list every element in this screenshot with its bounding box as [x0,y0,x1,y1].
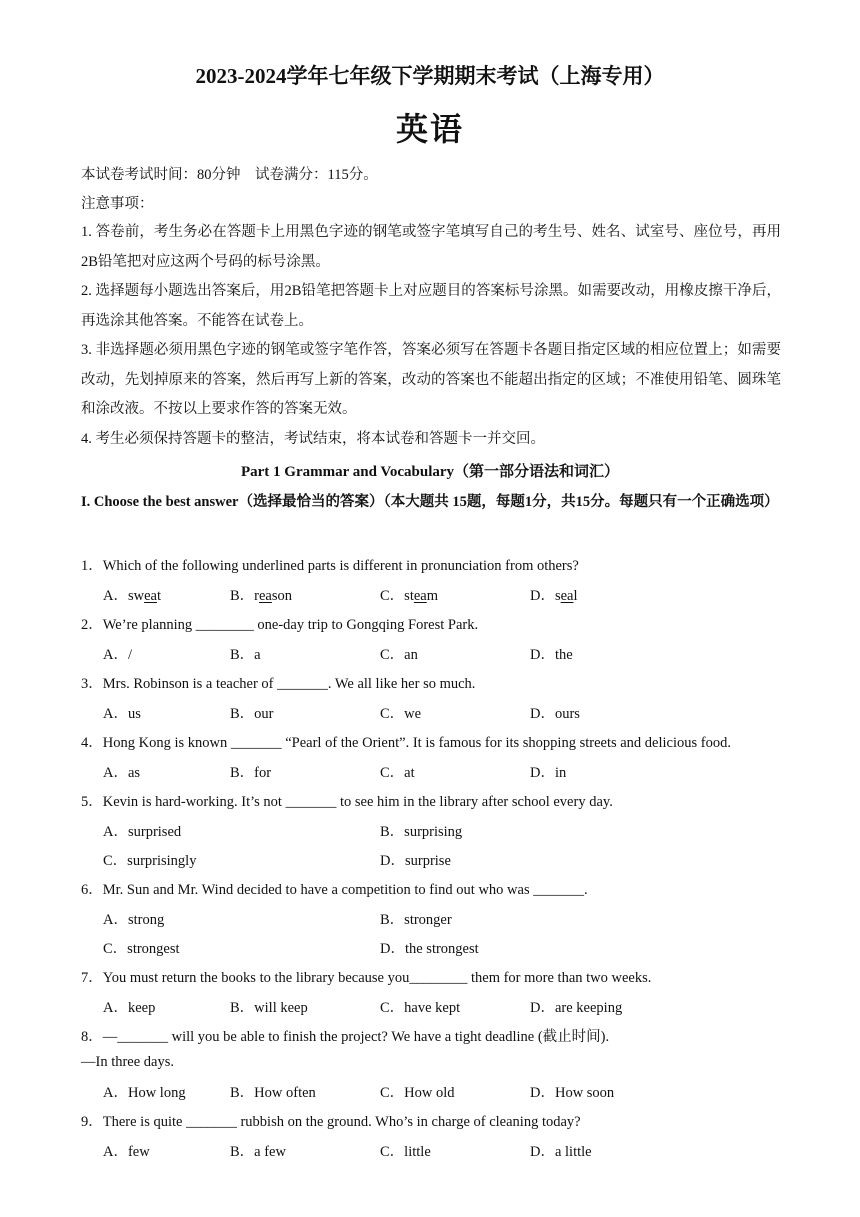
option-a: A．How long [103,1085,186,1101]
option-a: A．as [103,765,141,781]
part-title: Part 1 Grammar and Vocabulary（第一部分语法和词汇） [240,464,620,480]
option-a: A．/ [103,647,132,663]
option-c: C．we [380,706,422,722]
question-stem: 5．Kevin is hard-working. It’s not _______ to see him in the library after school every day. [81,794,613,810]
question-stem: 4．Hong Kong is known _______ “Pearl of the Orient”. It is famous for its shopping streets and delicious food. [81,735,731,751]
question-stem: 6．Mr. Sun and Mr. Wind decided to have a competition to find out who was _______. [81,882,588,898]
underlined-part: ea [144,588,157,604]
question-stem: 2．We’re planning ________ one-day trip to Gongqing Forest Park. [81,617,479,633]
option-a: A．us [103,706,141,722]
option-a: A．sweat [103,588,161,604]
underlined-part: ea [259,588,272,604]
option-d: D．the strongest [380,941,479,957]
option-d: D．ours [530,706,580,722]
notice-label: 注意事项： [81,196,154,212]
option-c: C．an [380,647,418,663]
option-b: B．our [230,706,274,722]
option-a: A．strong [103,912,165,928]
option-b: B．reason [230,588,293,604]
question-stem: 7．You must return the books to the library because you________ them for more than two weeks. [81,970,652,986]
option-d: D．the [530,647,573,663]
option-c: C．have kept [380,1000,461,1016]
option-c: C．little [380,1144,431,1160]
option-c: C．at [380,765,415,781]
underlined-part: ea [413,588,427,604]
notice-item-1: 1. 答卷前，考生务必在答题卡上用黑色字迹的钢笔或签字笔填写自己的考生号、姓名、试室号、座位号，再用2B铅笔把对应这两个号码的标号涂黑。 [81,224,781,270]
option-b: B．for [230,765,272,781]
section-instruction: I. Choose the best answer（选择最恰当的答案）（本大题共 15题，每题1分，共15分。每题只有一个正确选项） [81,494,779,510]
notice-item-4: 4. 考生必须保持答题卡的整洁，考试结束，将本试卷和答题卡一并交回。 [81,431,545,447]
option-c: C．steam [380,588,438,604]
underlined-part: ea [560,588,574,604]
notice-item-3: 3. 非选择题必须用黑色字迹的钢笔或签字笔作答，答案必须写在答题卡各题目指定区域的相应位置上；如需要改动，先划掉原来的答案，然后再写上新的答案，改动的答案也不能超出指定的区域；不准使用铅笔、圆珠笔和涂改液。不按以上要求作答的答案无效。 [81,342,781,417]
question-stem: 9．There is quite _______ rubbish on the ground. Who’s in charge of cleaning today? [81,1114,581,1130]
option-b: B．a few [230,1144,286,1160]
exam-time-score: 本试卷考试时间：80分钟 试卷满分：115分。 [81,167,378,183]
option-d: D．How soon [530,1085,615,1101]
option-c: C．How old [380,1085,455,1101]
subject-title: 英语 [395,111,464,147]
option-d: D．surprise [380,853,451,869]
question-stem: 3．Mrs. Robinson is a teacher of _______. We all like her so much. [81,676,476,692]
option-a: A．surprised [103,824,182,840]
option-b: B．How often [230,1085,316,1101]
question-stem: 1．Which of the following underlined parts is different in pronunciation from others? [81,558,579,574]
option-d: D．in [530,765,567,781]
exam-title: 2023-2024学年七年级下学期期末考试（上海专用） [195,64,665,88]
option-c: C．strongest [103,941,180,957]
option-a: A．few [103,1144,150,1160]
option-b: B．a [230,647,261,663]
option-a: A．keep [103,1000,156,1016]
option-c: C．surprisingly [103,853,197,869]
option-d: D．seal [530,588,578,604]
notice-item-2: 2. 选择题每小题选出答案后，用2B铅笔把答题卡上对应题目的答案标号涂黑。如需要改动，用橡皮擦干净后，再选涂其他答案。不能答在试卷上。 [81,283,781,329]
option-d: D．are keeping [530,1000,623,1016]
dialogue-reply: —In three days. [81,1054,175,1070]
option-d: D．a little [530,1144,592,1160]
option-b: B．will keep [230,1000,308,1016]
question-stem: 8．—_______ will you be able to finish the project? We have a tight deadline (截止时间). [81,1029,610,1045]
option-b: B．surprising [380,824,463,840]
option-b: B．stronger [380,912,452,928]
